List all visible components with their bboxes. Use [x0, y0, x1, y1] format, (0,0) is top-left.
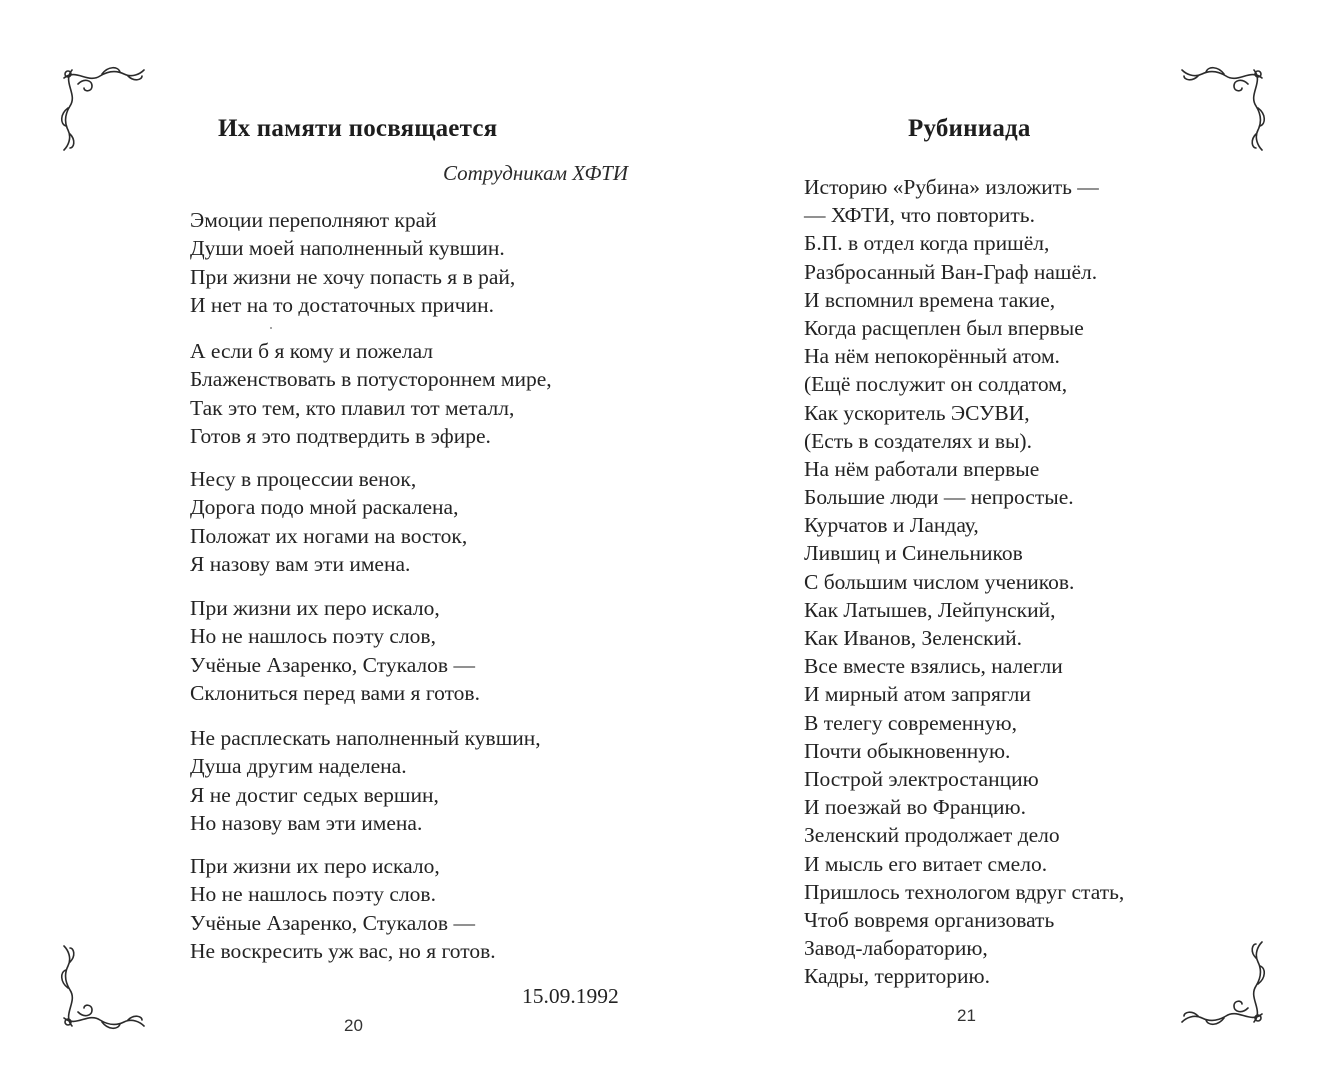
poem-dedication: Сотрудникам ХФТИ: [442, 161, 628, 185]
poem-line: Я не достиг седых вершин,: [190, 782, 439, 807]
poem-line: Так это тем, кто плавил тот металл,: [190, 395, 515, 420]
poem-line: Но не нашлось поэту слов.: [190, 882, 436, 907]
poem-line: Душа другим наделена.: [190, 754, 407, 779]
poem-date: 15.09.1992: [522, 984, 619, 1008]
poem-line: И мирный атом запрягли: [804, 682, 1031, 707]
poem-line: На нём работали впервые: [804, 456, 1040, 481]
poem-line: А если б я кому и пожелал: [190, 339, 434, 363]
poem-line: Не расплескать наполненный кувшин,: [190, 726, 541, 750]
poem-line: Несу в процессии венок,: [190, 467, 417, 491]
poem-line: На нём непокорённый атом.: [804, 344, 1060, 369]
poem-line: Пришлось технологом вдруг стать,: [804, 879, 1125, 904]
poem-line: — ХФТИ, что повторить.: [804, 203, 1035, 228]
poem-line: При жизни не хочу попасть я в рай,: [190, 264, 516, 289]
poem-line: В телегу современную,: [804, 710, 1017, 735]
poem-line: Когда расщеплен был впервые: [804, 315, 1084, 340]
poem-line: Души моей наполненный кувшин.: [190, 236, 505, 261]
stanza-4: [190, 594, 480, 707]
poem-line: Курчатов и Ландау,: [804, 513, 979, 538]
poem-line: (Есть в создателях и вы).: [804, 428, 1032, 453]
poem-line: Построй электростанцию: [804, 766, 1039, 791]
right-page: [664, 0, 1327, 1080]
stanza-5: [190, 724, 541, 837]
poem-line: При жизни их перо искало,: [190, 596, 440, 620]
poem-line: Дорога подо мной раскалена,: [190, 495, 459, 520]
stanza-2: [190, 337, 552, 450]
poem-line: И мысль его витает смело.: [804, 851, 1048, 876]
poem-line: Положат их ногами на восток,: [190, 523, 468, 548]
poem-line: (Ещё послужит он солдатом,: [804, 372, 1068, 397]
poem-line: Почти обыкновенную.: [804, 738, 1011, 763]
poem-line: Но не нашлось поэту слов,: [190, 624, 436, 649]
poem-line: Я назову вам эти имена.: [190, 551, 411, 576]
poem-line: Как ускоритель ЭСУВИ,: [804, 400, 1030, 425]
stanza-3: [190, 465, 467, 578]
poem-title-right: Рубиниада: [908, 115, 1031, 142]
poem-line: И поезжай во Францию.: [804, 795, 1026, 820]
poem-line: Но назову вам эти имена.: [190, 810, 423, 835]
page-number-right: 21: [957, 1006, 976, 1025]
poem-line: Как Латышев, Лейпунский,: [804, 597, 1056, 622]
poem-line: Лившиц и Синельников: [804, 541, 1023, 566]
poem-line: И вспомнил времена такие,: [804, 287, 1056, 312]
poem-line: Как Иванов, Зеленский.: [804, 626, 1022, 650]
poem-line: Историю «Рубина» изложить —: [804, 175, 1099, 199]
stanza-6: [190, 852, 496, 965]
poem-line: И нет на то достаточных причин.: [190, 292, 494, 317]
print-speck: [270, 327, 272, 329]
poem-line: Б.П. в отдел когда пришёл,: [804, 231, 1050, 256]
poem-line: Не воскресить уж вас, но я готов.: [190, 938, 496, 963]
poem-line: Чтоб вовремя организовать: [804, 907, 1055, 932]
poem-line: Все вместе взялись, налегли: [804, 654, 1063, 679]
poem-line: Учёные Азаренко, Стукалов —: [190, 910, 475, 935]
poem-line: Готов я это подтвердить в эфире.: [190, 423, 491, 448]
poem-line: Завод-лабораторию,: [804, 936, 988, 961]
poem-title-left: Их памяти посвящается: [218, 115, 498, 142]
poem-line: Зеленский продолжает дело: [804, 823, 1060, 848]
poem-line: Блаженствовать в потустороннем мире,: [190, 367, 552, 392]
stanza-1: [190, 206, 515, 319]
page-number-left: 20: [344, 1016, 363, 1035]
poem-line: С большим числом учеников.: [804, 569, 1075, 594]
poem-line: Кадры, территорию.: [804, 964, 990, 989]
poem-line: Эмоции переполняют край: [190, 208, 437, 232]
poem-body-right: [804, 173, 1124, 990]
poem-line: При жизни их перо искало,: [190, 854, 440, 878]
poem-line: Учёные Азаренко, Стукалов —: [190, 652, 475, 677]
poem-line: Склониться перед вами я готов.: [190, 680, 480, 705]
poem-line: Разбросанный Ван-Граф нашёл.: [804, 259, 1098, 284]
poem-line: Большие люди — непростые.: [804, 485, 1074, 510]
